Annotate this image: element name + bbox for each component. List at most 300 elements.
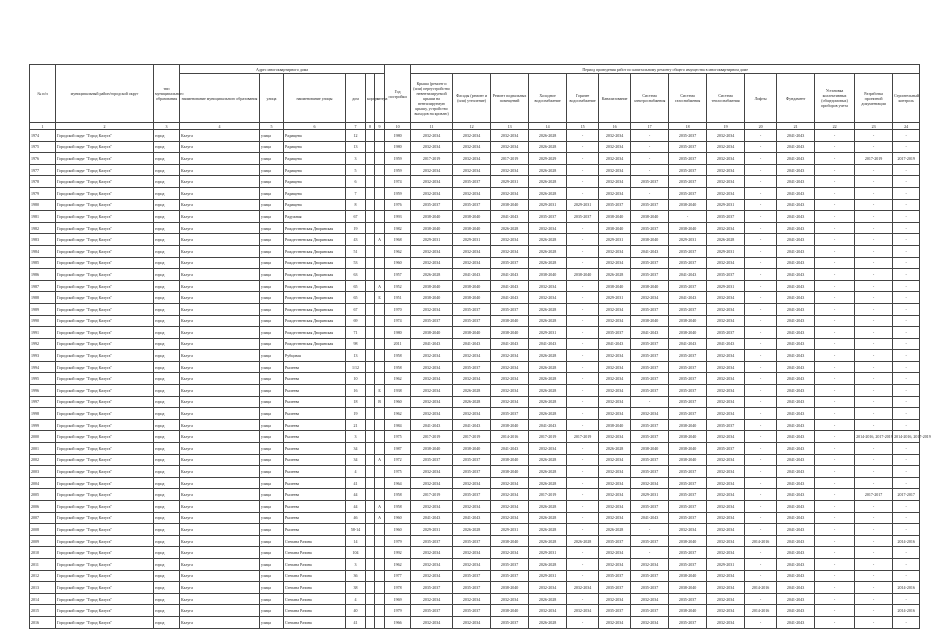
table-cell: 2032-2034 bbox=[453, 373, 491, 385]
table-cell: улица bbox=[260, 582, 284, 594]
table-cell: - bbox=[815, 616, 855, 628]
table-cell: 2035-2037 bbox=[491, 558, 529, 570]
table-cell: - bbox=[815, 292, 855, 304]
table-cell: Городской округ "Город Калуга" bbox=[56, 153, 154, 165]
table-cell: 2041-2043 bbox=[777, 338, 815, 350]
table-cell: 2032-2034 bbox=[599, 257, 631, 269]
table-cell bbox=[366, 489, 375, 501]
table-cell: - bbox=[815, 385, 855, 397]
table-cell: город bbox=[154, 431, 180, 443]
table-cell: 2041-2043 bbox=[777, 222, 815, 234]
table-cell: - bbox=[745, 501, 777, 513]
table-cell: 2032-2034 bbox=[707, 616, 745, 628]
table-cell: 6 bbox=[346, 176, 366, 188]
table-cell: 1962 bbox=[385, 558, 411, 570]
table-cell: 2038-2040 bbox=[669, 431, 707, 443]
table-cell: 2035-2037 bbox=[631, 373, 669, 385]
table-cell: 2032-2034 bbox=[491, 187, 529, 199]
table-cell: 2032-2034 bbox=[453, 141, 491, 153]
table-cell: - bbox=[893, 385, 920, 397]
table-cell: 2035-2037 bbox=[453, 361, 491, 373]
table-cell: 2035-2037 bbox=[669, 141, 707, 153]
table-cell: 2041-2043 bbox=[777, 570, 815, 582]
table-cell: 1982 bbox=[385, 222, 411, 234]
table-cell: 2032-2034 bbox=[411, 141, 453, 153]
table-cell: 1977 bbox=[385, 570, 411, 582]
table-cell: Городской округ "Город Калуга" bbox=[56, 338, 154, 350]
table-cell: 3 bbox=[346, 153, 366, 165]
table-cell: 44 bbox=[346, 501, 366, 513]
table-cell: 2035-2037 bbox=[453, 315, 491, 327]
table-row bbox=[30, 477, 920, 489]
table-cell: - bbox=[567, 616, 599, 628]
table-cell: 2035-2037 bbox=[669, 373, 707, 385]
table-cell: 2026-2028 bbox=[529, 257, 567, 269]
table-cell: - bbox=[815, 454, 855, 466]
table-cell: Городской округ "Город Калуга" bbox=[56, 535, 154, 547]
table-cell: - bbox=[745, 292, 777, 304]
table-cell: 2032-2034 bbox=[411, 616, 453, 628]
table-cell: - bbox=[893, 373, 920, 385]
table-cell: 1962 bbox=[385, 408, 411, 420]
table-cell: Б bbox=[375, 292, 385, 304]
table-cell: 1962 bbox=[385, 373, 411, 385]
table-cell: Калуга bbox=[180, 616, 260, 628]
table-cell: 2035-2037 bbox=[631, 431, 669, 443]
table-cell: 65 bbox=[346, 280, 366, 292]
table-cell bbox=[375, 582, 385, 594]
table-cell: 2035-2037 bbox=[669, 257, 707, 269]
table-cell: 2026-2028 bbox=[529, 141, 567, 153]
table-cell: 2041-2043 bbox=[631, 245, 669, 257]
table-cell: 1957 bbox=[385, 269, 411, 281]
table-cell bbox=[366, 199, 375, 211]
table-cell: 2035-2037 bbox=[453, 535, 491, 547]
table-cell: Степана Разина bbox=[284, 558, 346, 570]
table-cell: - bbox=[893, 547, 920, 559]
table-cell: город bbox=[154, 373, 180, 385]
table-cell: 2041-2043 bbox=[777, 443, 815, 455]
table-cell: 4 bbox=[346, 593, 366, 605]
table-cell: 2038-2040 bbox=[491, 466, 529, 478]
table-cell: 2032-2034 bbox=[599, 408, 631, 420]
table-cell bbox=[366, 234, 375, 246]
table-cell: - bbox=[567, 396, 599, 408]
table-cell: 40 bbox=[346, 605, 366, 617]
table-cell: 2001 bbox=[30, 443, 56, 455]
table-cell: 2002 bbox=[30, 454, 56, 466]
table-cell: 2032-2034 bbox=[529, 222, 567, 234]
table-row bbox=[30, 141, 920, 153]
table-cell: улица bbox=[260, 547, 284, 559]
table-cell: 2014-2016 bbox=[745, 535, 777, 547]
table-cell: - bbox=[815, 350, 855, 362]
table-cell bbox=[366, 222, 375, 234]
table-cell: 2032-2034 bbox=[707, 303, 745, 315]
table-cell: 21 bbox=[346, 419, 366, 431]
table-cell: улица bbox=[260, 558, 284, 570]
table-cell: - bbox=[745, 558, 777, 570]
table-cell: 2016 bbox=[30, 616, 56, 628]
table-cell: - bbox=[815, 373, 855, 385]
table-cell: Рождественская Дворянская bbox=[284, 338, 346, 350]
table-cell: - bbox=[893, 419, 920, 431]
table-cell: 2035-2037 bbox=[411, 605, 453, 617]
table-cell: 2026-2028 bbox=[529, 234, 567, 246]
table-cell: 1975 bbox=[30, 141, 56, 153]
table-cell: - bbox=[745, 408, 777, 420]
table-cell: - bbox=[745, 187, 777, 199]
table-cell: 19 bbox=[346, 222, 366, 234]
table-cell: - bbox=[855, 257, 893, 269]
table-cell: 2035-2037 bbox=[567, 211, 599, 223]
table-cell: - bbox=[745, 466, 777, 478]
table-cell: - bbox=[893, 176, 920, 188]
table-cell bbox=[375, 327, 385, 339]
table-cell: 36 bbox=[346, 570, 366, 582]
table-cell: 2029-2031 bbox=[567, 199, 599, 211]
table-cell bbox=[366, 292, 375, 304]
table-row bbox=[30, 570, 920, 582]
table-cell: - bbox=[815, 234, 855, 246]
table-cell: - bbox=[567, 338, 599, 350]
table-cell: 14 bbox=[346, 535, 366, 547]
table-cell bbox=[366, 582, 375, 594]
table-cell: 2032-2034 bbox=[491, 477, 529, 489]
table-cell bbox=[375, 199, 385, 211]
table-cell bbox=[366, 477, 375, 489]
table-cell: - bbox=[855, 616, 893, 628]
table-cell: 2026-2028 bbox=[529, 466, 567, 478]
table-cell: 2041-2043 bbox=[777, 558, 815, 570]
table-cell: улица bbox=[260, 373, 284, 385]
table-cell: - bbox=[893, 303, 920, 315]
table-cell: - bbox=[745, 454, 777, 466]
table-cell: город bbox=[154, 338, 180, 350]
table-cell: 2011 bbox=[385, 338, 411, 350]
table-cell: 2041-2043 bbox=[777, 524, 815, 536]
table-cell: - bbox=[893, 512, 920, 524]
table-cell: Городской округ "Город Калуга" bbox=[56, 431, 154, 443]
table-cell: - bbox=[855, 443, 893, 455]
table-cell: 2032-2034 bbox=[453, 245, 491, 257]
table-cell: город bbox=[154, 477, 180, 489]
table-cell: улица bbox=[260, 570, 284, 582]
table-cell: - bbox=[745, 280, 777, 292]
table-cell: 2029-2031 bbox=[529, 570, 567, 582]
column-number-cell: 19 bbox=[707, 123, 745, 130]
table-cell: улица bbox=[260, 350, 284, 362]
table-cell: - bbox=[815, 338, 855, 350]
table-cell: 2041-2043 bbox=[777, 419, 815, 431]
table-cell: - bbox=[855, 593, 893, 605]
table-cell: 1960 bbox=[385, 524, 411, 536]
table-cell: - bbox=[745, 593, 777, 605]
table-cell: 2026-2028 bbox=[453, 396, 491, 408]
table-cell: 2026-2028 bbox=[411, 269, 453, 281]
table-cell: Калуга bbox=[180, 130, 260, 142]
table-cell: - bbox=[631, 141, 669, 153]
table-cell: улица bbox=[260, 489, 284, 501]
table-cell: Городской округ "Город Калуга" bbox=[56, 466, 154, 478]
table-cell bbox=[375, 535, 385, 547]
table-cell: 2041-2043 bbox=[777, 303, 815, 315]
table-cell: - bbox=[815, 570, 855, 582]
table-cell: 2035-2037 bbox=[491, 303, 529, 315]
table-row bbox=[30, 373, 920, 385]
table-cell: Городской округ "Город Калуга" bbox=[56, 130, 154, 142]
table-cell: 2035-2037 bbox=[453, 570, 491, 582]
table-cell: улица bbox=[260, 512, 284, 524]
table-cell bbox=[375, 431, 385, 443]
table-cell: город bbox=[154, 535, 180, 547]
table-row bbox=[30, 489, 920, 501]
table-cell: - bbox=[745, 373, 777, 385]
table-cell: - bbox=[745, 361, 777, 373]
table-cell: 2035-2037 bbox=[599, 535, 631, 547]
table-cell bbox=[366, 269, 375, 281]
table-cell: - bbox=[815, 396, 855, 408]
table-cell: 2006 bbox=[30, 501, 56, 513]
table-cell: 4 bbox=[346, 466, 366, 478]
table-cell: 2032-2034 bbox=[599, 477, 631, 489]
table-cell: Калуга bbox=[180, 466, 260, 478]
table-cell: 2032-2034 bbox=[707, 524, 745, 536]
table-cell: 2029-2031 bbox=[599, 234, 631, 246]
table-cell: 2014-2016 bbox=[893, 535, 920, 547]
table-cell: 1958 bbox=[385, 350, 411, 362]
table-cell: - bbox=[567, 373, 599, 385]
table-cell: 8 bbox=[346, 199, 366, 211]
table-cell: 2029-2031 bbox=[491, 176, 529, 188]
table-cell: 1981 bbox=[30, 211, 56, 223]
table-cell: - bbox=[567, 350, 599, 362]
table-cell bbox=[366, 280, 375, 292]
table-cell: - bbox=[815, 315, 855, 327]
table-cell: Калуга bbox=[180, 570, 260, 582]
table-cell: 2015 bbox=[30, 605, 56, 617]
table-cell: улица bbox=[260, 605, 284, 617]
table-cell: Калуга bbox=[180, 141, 260, 153]
table-cell: 2038-2040 bbox=[453, 222, 491, 234]
table-cell: город bbox=[154, 164, 180, 176]
table-cell: - bbox=[815, 280, 855, 292]
table-cell: Радищева bbox=[284, 153, 346, 165]
column-number-cell: 17 bbox=[631, 123, 669, 130]
table-cell: 2035-2037 bbox=[631, 605, 669, 617]
table-cell: 1988 bbox=[30, 292, 56, 304]
table-cell: 2041-2043 bbox=[669, 292, 707, 304]
table-cell: 2041-2043 bbox=[777, 466, 815, 478]
table-cell: Калуга bbox=[180, 373, 260, 385]
table-cell: улица bbox=[260, 477, 284, 489]
table-cell: 69 bbox=[346, 315, 366, 327]
table-cell: 2035-2037 bbox=[669, 489, 707, 501]
table-cell: 2032-2034 bbox=[669, 524, 707, 536]
table-cell: 2038-2040 bbox=[669, 327, 707, 339]
table-cell bbox=[366, 396, 375, 408]
table-cell: 2032-2034 bbox=[411, 176, 453, 188]
table-cell: 2041-2043 bbox=[491, 211, 529, 223]
table-cell: 2041-2043 bbox=[631, 327, 669, 339]
table-cell: 1994 bbox=[30, 361, 56, 373]
table-cell: 2014 bbox=[30, 593, 56, 605]
table-cell bbox=[375, 211, 385, 223]
table-row bbox=[30, 408, 920, 420]
table-cell: 2041-2043 bbox=[777, 489, 815, 501]
table-cell: Калуга bbox=[180, 396, 260, 408]
table-cell: 2035-2037 bbox=[669, 558, 707, 570]
table-cell: Радищева bbox=[284, 130, 346, 142]
table-cell: Степана Разина bbox=[284, 605, 346, 617]
table-cell: - bbox=[893, 558, 920, 570]
table-cell: улица bbox=[260, 454, 284, 466]
table-cell: 2026-2028 bbox=[599, 269, 631, 281]
table-cell: город bbox=[154, 443, 180, 455]
table-cell: Калуга bbox=[180, 269, 260, 281]
table-cell bbox=[366, 373, 375, 385]
table-cell: Городской округ "Город Калуга" bbox=[56, 176, 154, 188]
table-cell: 2038-2040 bbox=[631, 315, 669, 327]
table-cell: Б bbox=[375, 385, 385, 397]
table-cell: - bbox=[567, 130, 599, 142]
table-cell: город bbox=[154, 616, 180, 628]
table-cell: 2017-2019 bbox=[411, 431, 453, 443]
col-header-23: Разработка проектной документации bbox=[855, 74, 893, 123]
table-cell: 2035-2037 bbox=[411, 315, 453, 327]
table-cell: город bbox=[154, 396, 180, 408]
table-cell: 2032-2034 bbox=[453, 501, 491, 513]
table-cell: Городской округ "Город Калуга" bbox=[56, 477, 154, 489]
table-cell: - bbox=[567, 153, 599, 165]
table-cell: 2041-2043 bbox=[777, 501, 815, 513]
table-cell: 2026-2028 bbox=[529, 164, 567, 176]
table-cell bbox=[375, 373, 385, 385]
table-cell: 2032-2034 bbox=[599, 396, 631, 408]
table-cell: Рождественская Дворянская bbox=[284, 292, 346, 304]
table-cell: 2041-2043 bbox=[777, 535, 815, 547]
table-cell: Рылеева bbox=[284, 512, 346, 524]
table-row bbox=[30, 130, 920, 142]
table-cell: 2029-2031 bbox=[631, 489, 669, 501]
table-cell: 2032-2034 bbox=[631, 477, 669, 489]
table-cell: 1984 bbox=[30, 245, 56, 257]
table-cell: Калуга bbox=[180, 431, 260, 443]
table-cell: - bbox=[893, 396, 920, 408]
table-cell: улица bbox=[260, 616, 284, 628]
table-cell: улица bbox=[260, 466, 284, 478]
table-cell: город bbox=[154, 501, 180, 513]
table-cell: Рылеева bbox=[284, 431, 346, 443]
table-cell: 2035-2037 bbox=[631, 350, 669, 362]
column-number-cell: 24 bbox=[893, 123, 920, 130]
table-cell: 1966 bbox=[385, 616, 411, 628]
table-cell: 2041-2043 bbox=[777, 385, 815, 397]
table-cell: - bbox=[855, 512, 893, 524]
table-cell bbox=[375, 350, 385, 362]
table-cell: Рождественская Дворянская bbox=[284, 222, 346, 234]
table-cell: город bbox=[154, 141, 180, 153]
table-cell: - bbox=[745, 512, 777, 524]
table-cell: - bbox=[631, 396, 669, 408]
table-cell bbox=[375, 269, 385, 281]
table-cell: - bbox=[893, 477, 920, 489]
table-cell: Городской округ "Город Калуга" bbox=[56, 408, 154, 420]
table-cell: 38 bbox=[346, 582, 366, 594]
table-cell: Городской округ "Город Калуга" bbox=[56, 524, 154, 536]
table-cell: 1975 bbox=[385, 431, 411, 443]
table-cell: 2005 bbox=[30, 489, 56, 501]
table-cell: 2041-2043 bbox=[669, 269, 707, 281]
table-cell: Рылеева bbox=[284, 408, 346, 420]
table-cell bbox=[366, 454, 375, 466]
table-cell: 1/12 bbox=[346, 361, 366, 373]
table-cell: 2035-2037 bbox=[453, 454, 491, 466]
table-cell: город bbox=[154, 303, 180, 315]
table-cell: 2041-2043 bbox=[453, 269, 491, 281]
table-cell: 2035-2037 bbox=[669, 408, 707, 420]
table-cell: 2038-2040 bbox=[599, 222, 631, 234]
table-cell: 2032-2034 bbox=[707, 385, 745, 397]
table-cell: 2038-2040 bbox=[669, 199, 707, 211]
col-header-11: Крыша (ремонт и (или) переустройство невентилируемой крыши на вентилируемую крышу, устройство выходов на кровлю) bbox=[411, 74, 453, 123]
table-cell bbox=[375, 419, 385, 431]
table-cell: 67 bbox=[346, 303, 366, 315]
table-cell: 2032-2034 bbox=[631, 593, 669, 605]
table-cell: Калуга bbox=[180, 222, 260, 234]
table-cell: 2011 bbox=[30, 558, 56, 570]
table-cell: 2035-2037 bbox=[669, 361, 707, 373]
col-header-year: Год постройки bbox=[385, 65, 411, 123]
table-cell: 2035-2037 bbox=[707, 211, 745, 223]
table-cell: Городской округ "Город Калуга" bbox=[56, 234, 154, 246]
table-cell: 2026-2028 bbox=[529, 616, 567, 628]
table-cell: - bbox=[855, 454, 893, 466]
table-cell bbox=[366, 466, 375, 478]
table-cell: 2032-2034 bbox=[491, 350, 529, 362]
table-cell: 2035-2037 bbox=[631, 385, 669, 397]
table-cell bbox=[366, 141, 375, 153]
table-cell: - bbox=[855, 408, 893, 420]
table-cell: улица bbox=[260, 176, 284, 188]
table-cell: улица bbox=[260, 361, 284, 373]
table-cell: 2038-2040 bbox=[453, 327, 491, 339]
table-cell: 2032-2034 bbox=[599, 350, 631, 362]
column-number-cell: 20 bbox=[745, 123, 777, 130]
table-cell: 2038-2040 bbox=[631, 211, 669, 223]
table-cell: 2032-2034 bbox=[599, 454, 631, 466]
table-cell: 2038-2040 bbox=[453, 280, 491, 292]
col-header-12: Фасады (ремонт и (или) утепление) bbox=[453, 74, 491, 123]
table-cell: 2035-2037 bbox=[599, 570, 631, 582]
table-cell: 2032-2034 bbox=[599, 593, 631, 605]
table-cell: 1959 bbox=[385, 153, 411, 165]
table-cell bbox=[366, 431, 375, 443]
table-cell: 2032-2034 bbox=[599, 489, 631, 501]
table-cell: 2038-2040 bbox=[669, 605, 707, 617]
table-cell: - bbox=[815, 222, 855, 234]
table-cell: город bbox=[154, 280, 180, 292]
table-cell: 34 bbox=[346, 443, 366, 455]
table-cell: 2038-2040 bbox=[631, 280, 669, 292]
table-cell: 1993 bbox=[385, 211, 411, 223]
table-cell: - bbox=[815, 605, 855, 617]
table-cell: Городской округ "Город Калуга" bbox=[56, 593, 154, 605]
table-cell: город bbox=[154, 222, 180, 234]
table-cell: 2032-2034 bbox=[529, 605, 567, 617]
table-row bbox=[30, 280, 920, 292]
table-cell: 2038-2040 bbox=[411, 292, 453, 304]
